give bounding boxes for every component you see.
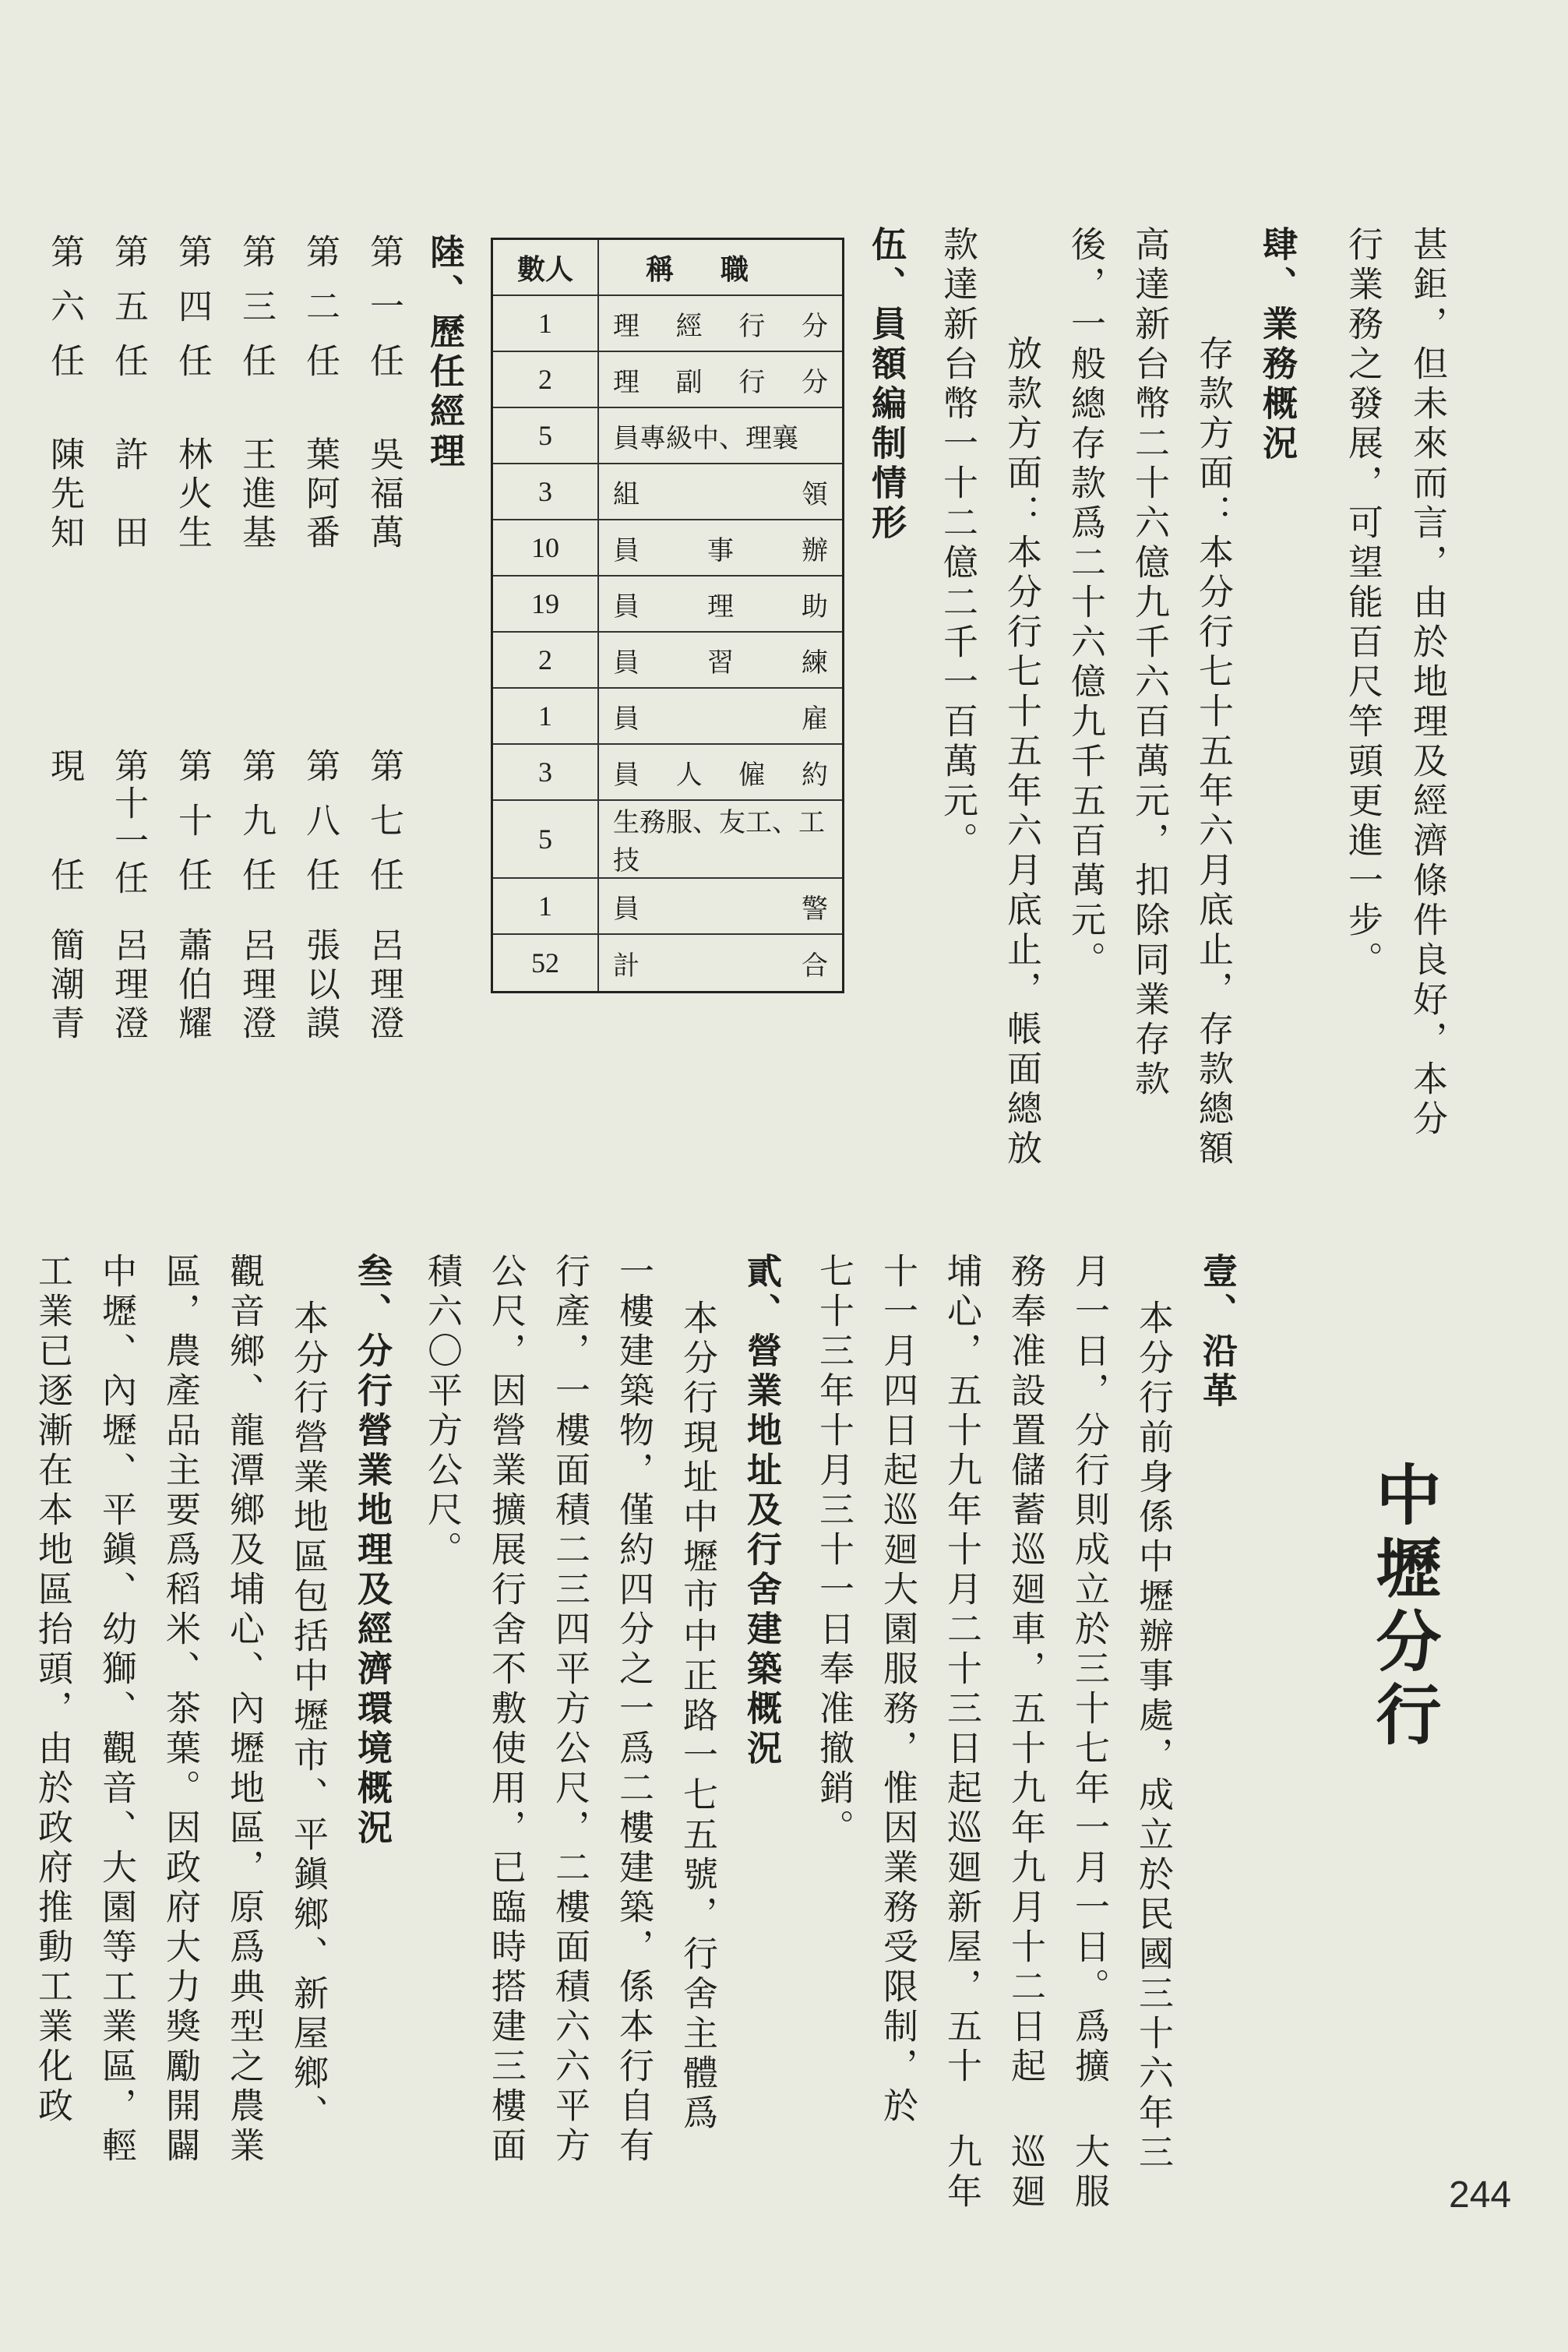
table-cell-title <box>599 464 842 520</box>
table-cell-count: 19 <box>493 577 599 633</box>
manager-name: 蕭伯耀 <box>172 927 212 1044</box>
table-title-part: 領 <box>802 478 828 510</box>
manager-name: 陳先知 <box>44 436 84 553</box>
section-1-line-4: 埔心，五十九年十月二十三日起巡廻新屋，五十 九年 <box>941 1253 982 2213</box>
table-title-part: 計 <box>613 950 640 982</box>
table-title-part: 經 <box>675 310 703 342</box>
section-1-line-3: 務奉准設置儲蓄巡廻車，五十九年九月十二日起 巡廻 <box>1005 1253 1046 2213</box>
section-4-heading: 肆、業務概況 <box>1256 226 1298 464</box>
manager-name: 林火生 <box>172 436 212 553</box>
manager-term: 現 任 <box>44 748 84 912</box>
section-4-line-2: 高達新台幣二十六億九千六百萬元，扣除同業存款 <box>1129 226 1170 1100</box>
manager-term: 第九任 <box>236 748 276 912</box>
section-3-line-3: 區，農產品主要爲稻米、茶葉。因政府大力獎勵開闢 <box>160 1253 201 2167</box>
table-cell-title <box>599 577 842 633</box>
table-title-part: 行 <box>738 366 766 398</box>
table-cell-title <box>599 801 842 879</box>
section-6-heading: 陸、歷任經理 <box>424 234 465 472</box>
table-title-part: 合 <box>802 950 828 982</box>
table-title-part: 理 <box>613 366 640 398</box>
table-title-part: 副 <box>675 366 703 398</box>
manager-name: 王進基 <box>236 436 276 553</box>
section-1-line-5: 十一月四日起巡廻大園服務，惟因業務受限制，於 <box>877 1253 918 2127</box>
staff-table <box>491 238 844 993</box>
table-title-part: 員 <box>613 703 640 735</box>
table-title-part: 行 <box>738 310 766 342</box>
manager-name: 許 田 <box>108 436 148 553</box>
table-header-title: 稱職 <box>599 240 842 296</box>
manager-term: 第二任 <box>300 234 340 397</box>
manager-term: 第十任 <box>172 748 212 912</box>
table-cell-count: 5 <box>493 801 599 879</box>
table-title-part: 員 <box>613 591 640 622</box>
table-cell-title <box>599 633 842 689</box>
manager-name: 呂理澄 <box>364 927 403 1044</box>
section-4-line-5: 款達新台幣一十二億二千一百萬元。 <box>937 226 978 862</box>
manager-term: 第五任 <box>108 234 148 397</box>
table-cell-title <box>599 520 842 577</box>
manager-name: 簡潮青 <box>44 927 84 1044</box>
section-1-heading: 壹、沿革 <box>1196 1253 1238 1412</box>
table-title-part: 員 <box>613 534 640 566</box>
section-3-line-2: 觀音鄉、龍潭鄉及埔心、內壢地區，原爲典型之農業 <box>224 1253 265 2167</box>
page-title: 中壢分行 <box>1365 1461 1442 1754</box>
section-3-line-1: 本分行營業地區包括中壢市、平鎭鄉、新屋鄉、 <box>287 1299 329 2134</box>
table-title-part: 理 <box>613 310 640 342</box>
table-title-part: 習 <box>707 647 734 679</box>
section-2-line-4: 公尺，因營業擴展行舍不敷使用，已臨時搭建三樓面 <box>485 1253 527 2167</box>
section-2-line-5: 積六〇平方公尺。 <box>421 1253 463 1571</box>
table-cell-count: 52 <box>493 935 599 991</box>
manager-term: 第七任 <box>364 748 403 912</box>
section-2-line-2: 一樓建築物，僅約四分之一爲二樓建築，係本行自有 <box>613 1253 654 2167</box>
table-title-part: 辦 <box>802 534 828 566</box>
table-cell-count: 3 <box>493 464 599 520</box>
manager-name: 張以謨 <box>300 927 340 1044</box>
section-4-line-4: 放款方面：本分行七十五年六月底止，帳面總放 <box>1001 335 1042 1169</box>
page-number: 244 <box>1449 2174 1512 2216</box>
table-title-part: 助 <box>802 591 828 622</box>
section-1-line-2: 月一日，分行則成立於三十七年一月一日。爲擴 大服 <box>1069 1253 1110 2213</box>
table-cell-count: 2 <box>493 633 599 689</box>
manager-term: 第八任 <box>300 748 340 912</box>
section-2-line-1: 本分行現址中壢市中正路一七五號，行舍主體爲 <box>677 1299 718 2134</box>
section-4-line-3: 後，一般總存款爲二十六億九千五百萬元。 <box>1065 226 1106 981</box>
table-cell-count: 1 <box>493 296 599 352</box>
table-title-part: 警 <box>802 893 828 925</box>
section-2-heading: 貳、營業地址及行舍建築概況 <box>741 1253 782 1769</box>
table-title-part: 員專級中、理襄 <box>613 422 798 454</box>
table-title-part: 分 <box>801 310 828 342</box>
table-header-count: 數人 <box>493 240 599 296</box>
manager-term: 第十一任 <box>108 748 148 897</box>
section-3-line-4: 中壢、內壢、平鎭、幼獅、觀音、大園等工業區，輕 <box>96 1253 137 2167</box>
table-cell-count: 1 <box>493 689 599 745</box>
manager-term: 第三任 <box>236 234 276 397</box>
table-cell-count: 10 <box>493 520 599 577</box>
manager-term: 第四任 <box>172 234 212 397</box>
table-title-part: 員 <box>613 759 640 791</box>
table-title-part: 員 <box>613 647 640 679</box>
section-1-line-1: 本分行前身係中壢辦事處，成立於民國三十六年三 <box>1133 1299 1174 2174</box>
table-title-part: 僱 <box>738 759 766 791</box>
table-cell-title <box>599 296 842 352</box>
intro-line-2: 行業務之發展，可望能百尺竿頭更進一步。 <box>1342 226 1383 981</box>
table-cell-title <box>599 879 842 935</box>
section-2-line-3: 行產，一樓面積二三四平方公尺，二樓面積六六平方 <box>549 1253 590 2167</box>
section-3-line-5: 工業已逐漸在本地區抬頭，由於政府推動工業化政 <box>32 1253 73 2127</box>
table-title-part: 組 <box>613 478 640 510</box>
table-cell-title <box>599 408 842 464</box>
section-3-heading: 叁、分行營業地理及經濟環境概況 <box>351 1253 393 1849</box>
table-title-part: 雇 <box>802 703 828 735</box>
table-title-part: 理 <box>707 591 734 622</box>
table-title-part: 員 <box>613 893 640 925</box>
table-cell-count: 1 <box>493 879 599 935</box>
table-cell-count: 2 <box>493 352 599 408</box>
table-title-part: 約 <box>801 759 828 791</box>
section-5-heading: 伍、員額編制情形 <box>865 226 907 544</box>
section-4-line-1: 存款方面：本分行七十五年六月底止，存款總額 <box>1193 335 1234 1169</box>
table-cell-title <box>599 745 842 801</box>
section-1-line-6: 七十三年十月三十一日奉准撤銷。 <box>813 1253 854 1849</box>
manager-name: 吳福萬 <box>364 436 403 553</box>
table-cell-count: 5 <box>493 408 599 464</box>
table-cell-title <box>599 935 842 991</box>
manager-name: 葉阿番 <box>300 436 340 553</box>
table-title-part: 練 <box>802 647 828 679</box>
table-title-part: 分 <box>801 366 828 398</box>
table-title-part: 人 <box>675 759 703 791</box>
table-title-part: 生務服、友工、工技 <box>613 807 825 876</box>
manager-term: 第一任 <box>364 234 403 397</box>
manager-name: 呂理澄 <box>236 927 276 1044</box>
table-cell-title <box>599 352 842 408</box>
manager-term: 第六任 <box>44 234 84 397</box>
table-cell-title <box>599 689 842 745</box>
table-cell-count: 3 <box>493 745 599 801</box>
intro-line-1: 甚鉅，但未來而言，由於地理及經濟條件良好，本分 <box>1407 226 1448 1140</box>
manager-name: 呂理澄 <box>108 927 148 1044</box>
table-title-part: 事 <box>707 534 734 566</box>
